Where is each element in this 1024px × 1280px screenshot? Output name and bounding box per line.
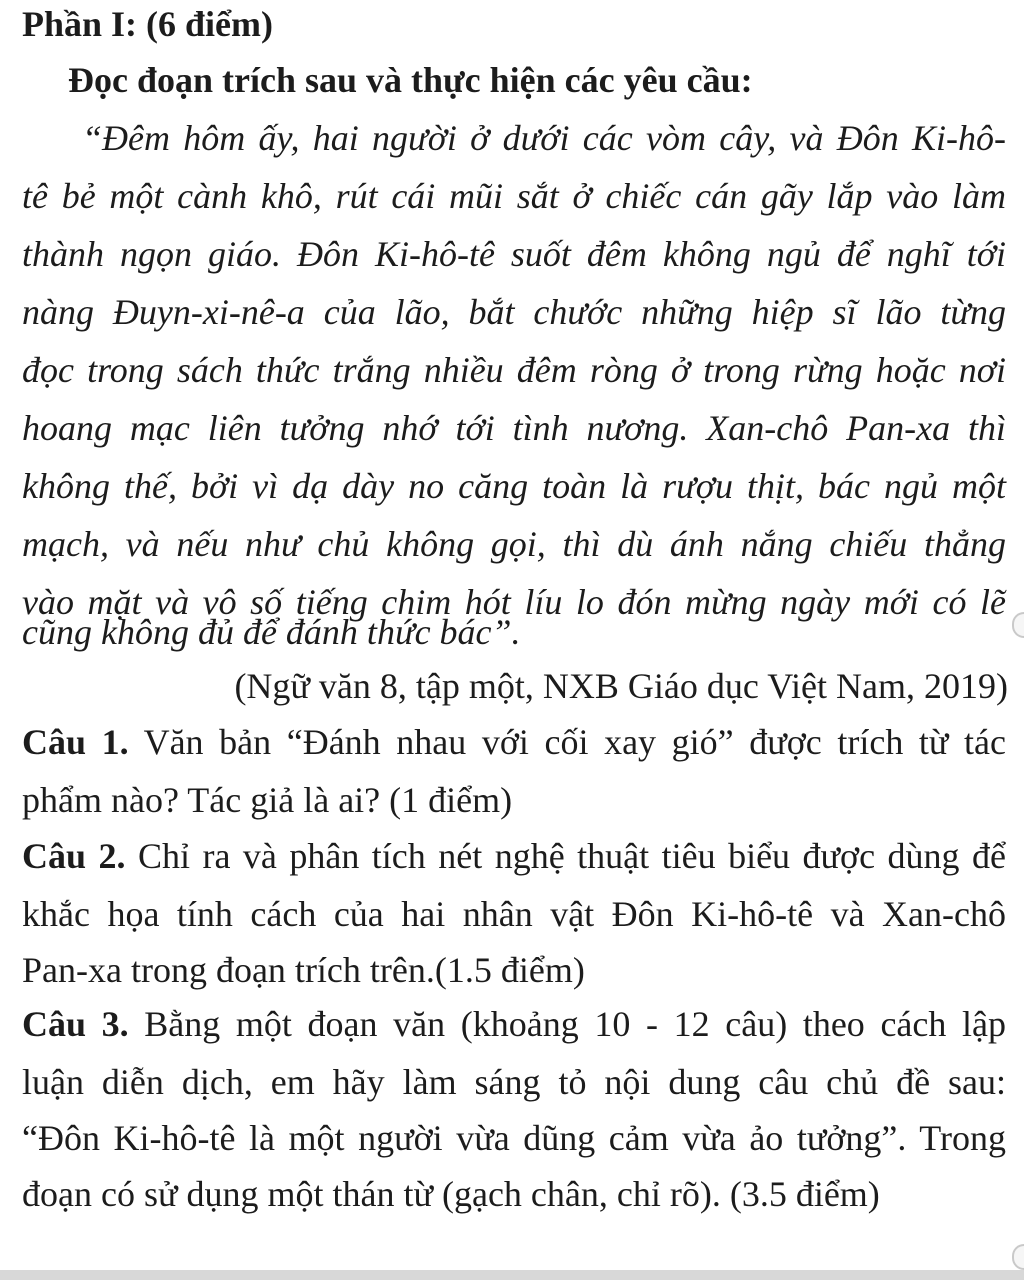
excerpt-line: mạch, và nếu như chủ không gọi, thì dù ánh nắng chiếu thẳng	[22, 524, 1006, 564]
excerpt-line: nàng Đuyn-xi-nê-a của lão, bắt chước những hiệp sĩ lão từng	[22, 292, 1006, 332]
question-line	[22, 720, 1006, 764]
question-label: Câu 3.	[22, 1004, 129, 1044]
excerpt-line: không thế, bởi vì dạ dày no căng toàn là rượu thịt, bác ngủ một	[22, 466, 1006, 506]
source-citation: (Ngữ văn 8, tập một, NXB Giáo dục Việt Nam, 2019)	[234, 666, 1008, 706]
question-line: “Đôn Ki-hô-tê là một người vừa dũng cảm vừa ảo tưởng”. Trong	[22, 1118, 1006, 1158]
question-line: đoạn có sử dụng một thán từ (gạch chân, chỉ rõ). (3.5 điểm)	[22, 1174, 880, 1214]
question-line	[22, 1002, 1006, 1046]
instruction-heading: Đọc đoạn trích sau và thực hiện các yêu cầu:	[68, 60, 753, 100]
question-label: Câu 1.	[22, 722, 129, 762]
question-line: Pan-xa trong đoạn trích trên.(1.5 điểm)	[22, 950, 585, 990]
question-text: Chỉ ra và phân tích nét nghệ thuật tiêu biểu được dùng để	[125, 836, 1006, 876]
excerpt-line: đọc trong sách thức trắng nhiều đêm ròng ở trong rừng hoặc nơi	[22, 350, 1006, 390]
excerpt-line: thành ngọn giáo. Đôn Ki-hô-tê suốt đêm không ngủ để nghĩ tới	[22, 234, 1006, 274]
excerpt-line: tê bẻ một cành khô, rút cái mũi sắt ở chiếc cán gãy lắp vào làm	[22, 176, 1006, 216]
question-line	[22, 834, 1006, 878]
section-title: Phần I: (6 điểm)	[22, 4, 273, 44]
excerpt-line: cũng không đủ để đánh thức bác”.	[22, 612, 521, 652]
excerpt-line: “Đêm hôm ấy, hai người ở dưới các vòm cây, và Đôn Ki-hô-	[82, 118, 1006, 158]
bottom-border	[0, 1270, 1024, 1280]
question-line: luận diễn dịch, em hãy làm sáng tỏ nội dung câu chủ đề sau:	[22, 1062, 1006, 1102]
excerpt-line: vào mặt và vô số tiếng chim hót líu lo đón mừng ngày mới có lẽ	[22, 582, 1006, 622]
excerpt-line: hoang mạc liên tưởng nhớ tới tình nương. Xan-chô Pan-xa thì	[22, 408, 1006, 448]
question-text: Văn bản “Đánh nhau với cối xay gió” được trích từ tác	[128, 722, 1006, 762]
question-line: khắc họa tính cách của hai nhân vật Đôn Ki-hô-tê và Xan-chô	[22, 894, 1006, 934]
question-label: Câu 2.	[22, 836, 126, 876]
question-line: phẩm nào? Tác giả là ai? (1 điểm)	[22, 780, 513, 820]
question-text: Bằng một đoạn văn (khoảng 10 - 12 câu) theo cách lập	[128, 1004, 1006, 1044]
